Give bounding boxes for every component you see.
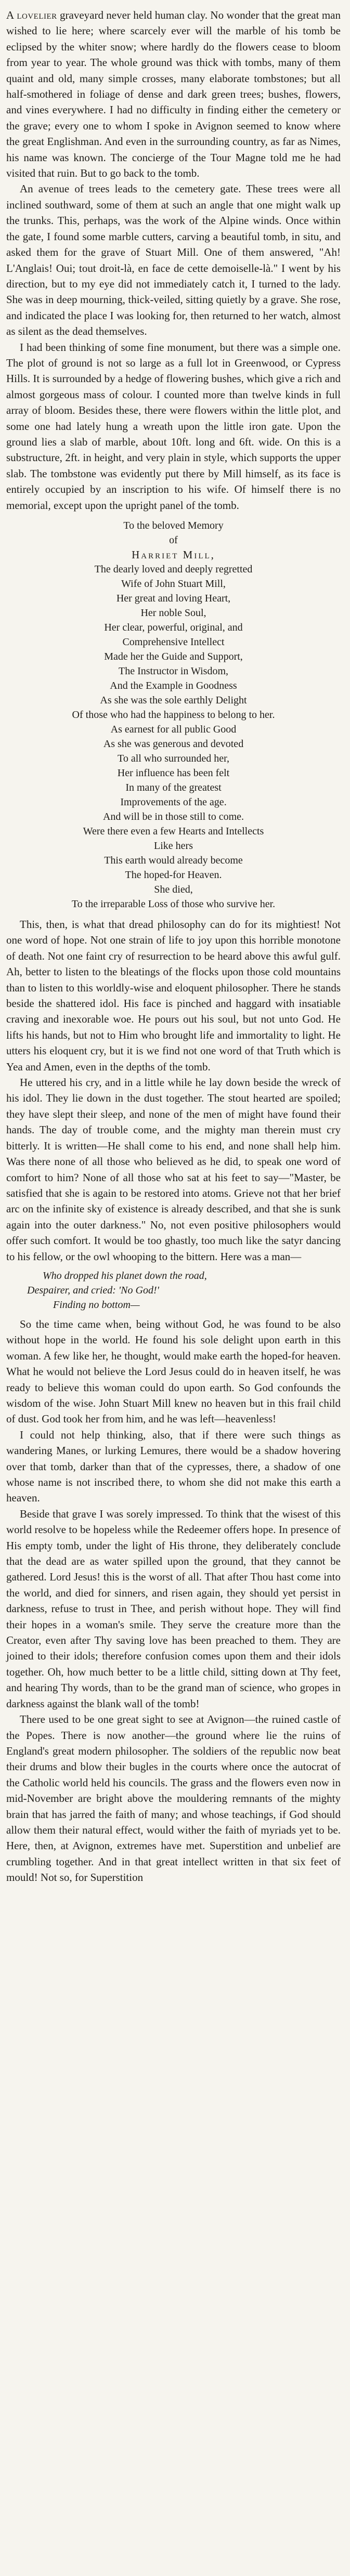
epitaph-line: The Instructor in Wisdom, bbox=[118, 665, 228, 677]
verse-quote bbox=[6, 1269, 341, 1312]
epitaph-line: In many of the greatest bbox=[125, 782, 222, 793]
epitaph-line: Comprehensive Intellect bbox=[122, 636, 225, 648]
paragraph-graveyard bbox=[6, 7, 341, 181]
epitaph-line: As she was the sole earthly Delight bbox=[100, 695, 247, 706]
epitaph-line: The hoped-for Heaven. bbox=[125, 869, 222, 881]
paragraph-without-god: So the time came when, being without God, he was found to be also without hope in the world. He found his sole delight upon earth in this woman. A few like her, he thought, would make earth the hoped-for heaven. What he would not believe the Lord Jesus could do in heaven itself, he was ready to believe this woman could do upon earth. So God confounds the wisdom of the wise. John Stuart Mill knew no heaven but in this frail child of dust. God took her from him, and he was left—heavenless! bbox=[6, 1317, 341, 1426]
tomb-epitaph bbox=[6, 518, 341, 911]
epitaph-line: Her clear, powerful, original, and bbox=[104, 622, 243, 633]
paragraph-manes: I could not help thinking, also, that if there were such things as wandering Manes, or lurking Lemures, there would be a shadow hovering over that tomb, darker than that of the cypresses, there, a shadow of one whose name is not inscribed there, to whom she did not make this earth a heaven. bbox=[6, 1428, 341, 1505]
epitaph-line: As earnest for all public Good bbox=[110, 724, 237, 735]
epitaph-line: Were there even a few Hearts and Intellects bbox=[83, 826, 264, 837]
verse-line: Despairer, and cried: 'No God!' bbox=[27, 1284, 159, 1296]
epitaph-line: The dearly loved and deeply regretted bbox=[94, 564, 253, 575]
epitaph-line: Her great and loving Heart, bbox=[116, 593, 231, 604]
paragraph-avignon: There used to be one great sight to see at Avignon—the ruined castle of the Popes. There is now another—the ground where lie the ruins of England's great modern philosopher. The soldiers of the republic now beat their drums and blow their bugles in the courts where once the autocrat of the Catholic world held his councils. The grass and the flowers even now in mid-November are bright above the mouldering remnants of the mighty brain that has jarred the faith of many; and whose teachings, if God should allow them their natural effect, would wither the faith of myriads yet to be. Here, then, at Avignon, extremes have met. Superstition and unbelief are crumbling together. And in that great intellect written in that six feet of mould! Not so, for Superstition bbox=[6, 1713, 341, 1884]
epitaph-line: She died, bbox=[154, 884, 193, 895]
epitaph-line: And will be in those still to come. bbox=[102, 811, 244, 822]
epitaph-line: Like hers bbox=[154, 840, 193, 852]
epitaph-line: Of those who had the happiness to belong to her. bbox=[72, 709, 275, 721]
epitaph-line: To all who surrounded her, bbox=[118, 753, 229, 764]
paragraph-idol: He uttered his cry, and in a little while he lay down beside the wreck of his idol. They lie down in the dust together. The stout hearted are spoiled; they have slept their sleep, and none of the men of might have found their hands. The day of trouble come, and the mighty man therein must cry bitterly. It is written—He shall come to his end, and none shall help him. Was there none of all those who believed as he did, to speak one word of comfort to him? None of all those who sat at his feet to say—"Master, be satisfied that she is again to be restored into atoms. Grieve not that her brief arc on the infinite sky of existence is already described, and that she is sunk again into the outer darkness." No, not even positive philosophers would offer such comfort. It would be too ghastly, too much like the satyr dancing to his fellow, or the owl whooping to the bittern. Here was a man— bbox=[6, 1076, 341, 1263]
epitaph-line: As she was generous and devoted bbox=[103, 738, 244, 750]
epitaph-line: Improvements of the age. bbox=[120, 796, 227, 808]
verse-line: Finding no bottom— bbox=[53, 1299, 140, 1311]
verse-line: Who dropped his planet down the road, bbox=[43, 1270, 207, 1282]
epitaph-line: This earth would already become bbox=[104, 855, 243, 866]
paragraph-philosophy: This, then, is what that dread philosophy can do for its mightiest! Not one word of hope. Not one strain of life to joy upon this horrible monotone of death. Not one faint cry of resurrection to be heard above this awful gulf. Ah, better to listen to the bleatings of the flocks upon those cold mountains than to listen to this worldly-wise and eloquent philosopher. There he stands beside the shattered idol. His face is pinched and haggard with insatiable craving and inexorable woe. He pours out his soul, but not unto God. He lifts his hands, but not to Him who brought life and immortality to light. He utters his eloquent cry, but it is we find not one word of that Truth which is Yea and Amen, even in the depths of the tomb. bbox=[6, 918, 341, 1073]
epitaph-line: of bbox=[169, 534, 178, 546]
epitaph-line: Made her the Guide and Support, bbox=[104, 651, 243, 662]
epitaph-line: To the irreparable Loss of those who survive her. bbox=[71, 898, 276, 910]
paragraph-grave-impression: Beside that grave I was sorely impressed. To think that the wisest of this world resolve to be hopeless while the Redeemer offers hope. In presence of His empty tomb, under the light of His throne, they deliberately conclude that the dead are as water spilled upon the ground, that they cannot be gathered. Lord Jesus! this is the worst of all. That after Thou hast come into the world, and died for sinners, and risen again, they should yet persist in darkness, refuse to trust in Thee, and perish without hope. They will find their hopes in a woman's smile. They serve the creature more than the Creator, even after Thy saving love has been preached to them. They are joined to their idols; therefore confusion comes upon them and their idols together. Oh, how much better to be a little child, sitting down at Thy feet, and hearing Thy words, than to be the grand man of science, who gropes in darkness against the blank wall of the tomb! bbox=[6, 1507, 341, 1710]
epitaph-line: And the Example in Goodness bbox=[110, 680, 237, 691]
article-column bbox=[6, 7, 341, 1886]
paragraph-graveyard-text: graveyard never held human clay. No wonder that the great man wished to lie here; where scarcely ever will the marble of his tomb be eclipsed by the whiter snow; where hardly do the flowers cease to bloom from year to year. The whole ground was thick with tombs, many of them quaint and old, many simple crosses, many elaborate tombstones; but all half-smothered in foliage of dense and dark green trees; bushes, flowers, and vines everywhere. I had no difficulty in finding either the cemetery or the grave; every one to whom I spoke in Avignon seemed to know where the great Englishman. And even in the surrounding country, as far as Nimes, his name was known. The concierge of the Tour Magne told me he had visited that ruin. But to go back to the tomb. bbox=[6, 9, 341, 180]
paragraph-monument: I had been thinking of some fine monument, but there was a simple one. The plot of ground is not so large as a full lot in Greenwood, or Cypress Hills. It is surrounded by a hedge of flowering bushes, which give a rich and almost gorgeous mass of colour. I counted more than twelve kinds in full array of bloom. Besides these, there were flowers within the little plot, and some one had lately hung a wreath upon the little iron gate. Upon the ground lies a slab of marble, about 10ft. long and 6ft. wide. On this is a substructure, 2ft. in height, and very plain in style, which supports the upper slab. The tombstone was evidently put there by Mill himself, as its face is entirely occupied by an inscription to his wife. Of himself there is no memorial, except upon the upright panel of the tomb. bbox=[6, 341, 341, 512]
lead-words: A lovelier bbox=[6, 9, 57, 21]
epitaph-name: Harriet Mill, bbox=[132, 548, 215, 561]
epitaph-line: Wife of John Stuart Mill, bbox=[121, 578, 226, 590]
epitaph-line: To the beloved Memory bbox=[123, 520, 224, 531]
paragraph-avenue: An avenue of trees leads to the cemetery gate. These trees were all inclined southward, some of them at such an angle that one might walk up the trunks. This, perhaps, was the work of the Alpine winds. Once within the gate, I found some marble cutters, carving a beautiful tomb, in situ, and asked them for the grave of Stuart Mill. One of them answered, "Ah! L'Anglais! Oui; tout droit-là, en face de cette demoiselle-là." I went by his direction, but to my eye did not immediately catch it, I turned to the lady. She was in deep mourning, thick-veiled, sitting quietly by a grave. She rose, and indicated the place I was looking for, then returned to her watch, almost as silent as the dead themselves. bbox=[6, 182, 341, 338]
epitaph-line: Her influence has been felt bbox=[117, 767, 230, 779]
epitaph-line: Her noble Soul, bbox=[140, 607, 206, 619]
